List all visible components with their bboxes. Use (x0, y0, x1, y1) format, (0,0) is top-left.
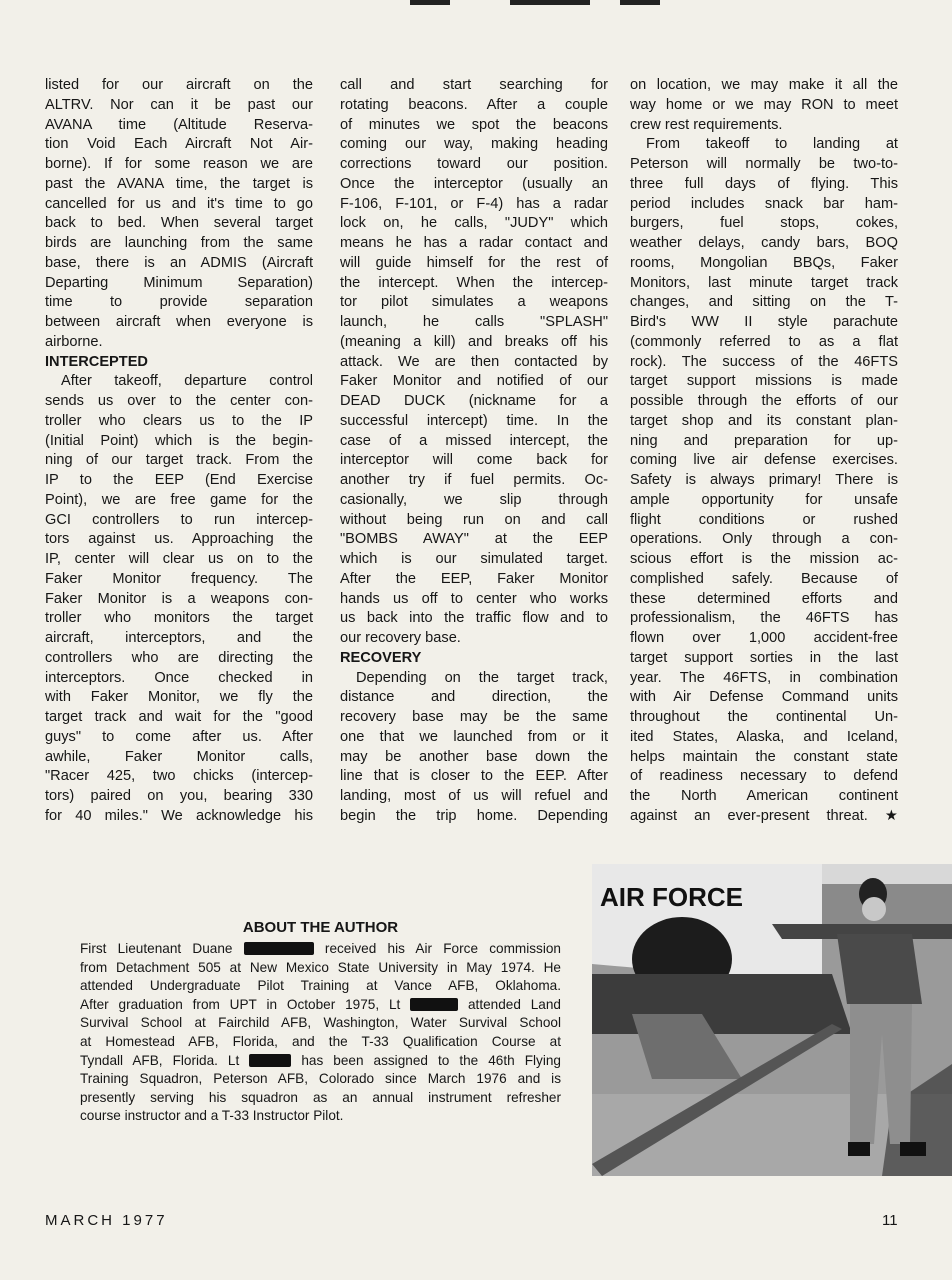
text-line: interceptor will come back for (340, 452, 608, 469)
text-line: From takeoff to landing at (646, 136, 898, 153)
text-line: Faker Monitor is a weapons con- (45, 590, 313, 607)
author-bio-text: received his Air Force commission (313, 941, 561, 956)
author-bio-line (80, 1107, 561, 1126)
text-line: casionally, we slip through (340, 491, 608, 508)
section-heading: RECOVERY (340, 649, 422, 666)
text-line: coming live air defense exercises. (630, 452, 898, 469)
air-force-lettering: AIR FORCE (600, 882, 743, 912)
text-line: AVANA time (Altitude Reserva- (45, 116, 313, 133)
text-line: case of a missed intercept, the (340, 432, 608, 449)
text-line: "BOMBS AWAY" at the EEP (340, 531, 608, 548)
text-line: IP to the EEP (End Exercise (45, 472, 313, 488)
author-bio-text: from Detachment 505 at New Mexico State University in May 1974. He (80, 959, 561, 975)
text-line: will guide himself for the rest of (340, 254, 608, 271)
text-line: the intercept. When the intercep- (340, 274, 608, 291)
text-line: cancelled for us and it's time to go (45, 195, 313, 212)
author-bio-line (80, 1052, 561, 1071)
text-line: throughout the continental Un- (630, 709, 898, 725)
pilot-with-aircraft-photo (592, 864, 952, 1176)
text-line: tors) paired on you, bearing 330 (45, 788, 313, 804)
article-column-2 (340, 76, 608, 827)
about-the-author (80, 918, 561, 1126)
text-line: past the AVANA time, the target is (45, 175, 313, 192)
text-line: tion Void Each Aircraft Not Air- (45, 136, 313, 153)
text-line: ning of our target track. From the (45, 452, 313, 469)
text-line: recovery base may be the same (340, 709, 608, 725)
text-line: GCI controllers to run intercep- (45, 511, 313, 528)
text-line: ALTRV. Nor can it be past our (45, 96, 313, 113)
text-line: controllers who are directing the (45, 649, 313, 666)
text-line: changes, and sitting on the T- (630, 294, 898, 311)
text-line: (Initial Point) which is the begin- (45, 432, 313, 449)
text-line: our recovery base. (340, 630, 461, 646)
text-line: corrections toward our position. (340, 156, 608, 172)
text-line: between aircraft when everyone is (45, 314, 313, 330)
text-line: (meaning a kill) and breaks off his (340, 333, 608, 350)
cropped-header-fragment (410, 0, 450, 5)
text-line: target shop and its constant plan- (630, 412, 898, 429)
author-bio-text: After graduation from UPT in October 1975, Lt (80, 996, 411, 1012)
text-line: interceptors. Once checked in (45, 669, 313, 686)
text-line: ample opportunity for unsafe (630, 491, 898, 508)
author-bio (80, 940, 561, 1126)
text-line: tors against us. Approaching the (45, 531, 313, 548)
text-line: one that we launched from or it (340, 728, 608, 745)
text-line: which is our simulated target. (340, 551, 608, 567)
text-line: IP, center will clear us on to the (45, 551, 313, 567)
author-bio-text: attended Land (458, 996, 561, 1012)
text-line: Departing Minimum Separation) (45, 274, 313, 291)
text-line: birds are launching from the same (45, 235, 313, 251)
text-line: Monitors, last minute target track (630, 274, 898, 291)
author-bio-text: at Homestead AFB, Florida, and the T-33 Qualification Course at (80, 1033, 561, 1049)
text-line: line that is closer to the EEP. After (340, 768, 608, 785)
text-line: ited States, Alaska, and Iceland, (630, 728, 898, 745)
text-line: without being run on and call (340, 511, 608, 528)
text-line: Faker Monitor and notified of our (340, 373, 608, 390)
text-line: rooms, Mongolian BBQs, Faker (630, 254, 898, 271)
text-line: Depending on the target track, (356, 669, 608, 686)
text-line: target track and wait for the "good (45, 709, 313, 725)
text-line: possible through the efforts of our (630, 393, 898, 409)
author-bio-text: First Lieutenant Duane (80, 941, 244, 956)
text-line: troller who clears us to the IP (45, 412, 313, 429)
author-bio-text: course instructor and a T-33 Instructor Pilot. (80, 1108, 344, 1124)
author-bio-text: presently serving his squadron as an annual instrument refresher (80, 1089, 561, 1105)
author-bio-line (80, 1089, 561, 1108)
author-bio-line (80, 959, 561, 978)
text-line: on location, we may make it all the (630, 77, 898, 93)
text-line: F-106, F-101, or F-4) has a radar (340, 195, 608, 212)
text-line: begin the trip home. Depending (340, 807, 608, 824)
redacted-surname (410, 998, 458, 1011)
author-bio-line (80, 1070, 561, 1089)
text-line: sends us over to the center con- (45, 393, 313, 409)
author-bio-text: Survival School at Fairchild AFB, Washington, Water Survival School (80, 1015, 561, 1031)
text-line: tor pilot simulates a weapons (340, 294, 608, 311)
text-line: may be another base down the (340, 748, 608, 765)
redacted-surname (249, 1054, 291, 1067)
author-bio-text: has been assigned to the 46th Flying (291, 1052, 561, 1068)
article-column-1 (45, 76, 313, 827)
author-bio-text: Tyndall AFB, Florida. Lt (80, 1052, 250, 1068)
text-line: year. The 46FTS, in combination (630, 669, 898, 686)
text-line: troller who monitors the target (45, 610, 313, 627)
text-line: three full days of flying. This (630, 175, 898, 192)
author-bio-line (80, 1014, 561, 1033)
cropped-header-fragment (620, 0, 660, 5)
text-line: landing, most of us will refuel and (340, 788, 608, 804)
text-line: way home or we may RON to meet (630, 96, 898, 113)
text-line: target support sorties in the last (630, 649, 898, 666)
text-line: rotating beacons. After a couple (340, 96, 608, 113)
text-line: of readiness necessary to defend (630, 768, 898, 785)
article-column-3 (630, 76, 898, 827)
text-line: burgers, fuel stops, cokes, (630, 215, 898, 232)
text-line: scious effort is the mission ac- (630, 551, 898, 567)
text-line: these determined efforts and (630, 590, 898, 607)
author-bio-text: attended Undergraduate Pilot Training at Vance AFB, Oklahoma. (80, 978, 561, 994)
text-line: lock on, he calls, "JUDY" which (340, 215, 608, 232)
text-line: with Faker Monitor, we fly the (45, 689, 313, 706)
text-line: launch, he calls "SPLASH" (340, 314, 608, 330)
section-heading: INTERCEPTED (45, 353, 148, 370)
text-line: Once the interceptor (usually an (340, 175, 608, 192)
text-line: "Racer 425, two chicks (intercep- (45, 768, 313, 785)
text-line: time to provide separation (45, 294, 313, 311)
text-line: another try if fuel permits. Oc- (340, 472, 608, 488)
author-bio-line (80, 977, 561, 996)
page-number: 11 (882, 1212, 898, 1229)
text-line: us back into the traffic flow and to (340, 610, 608, 627)
text-line: listed for our aircraft on the (45, 77, 313, 93)
text-line: Bird's WW II style parachute (630, 314, 898, 330)
text-line: call and start searching for (340, 77, 608, 93)
text-line: target support missions is made (630, 373, 898, 390)
author-photo (592, 864, 952, 1176)
author-heading: ABOUT THE AUTHOR (242, 919, 399, 936)
text-line: with Air Defense Command units (630, 689, 898, 706)
text-line: guys" to come after us. After (45, 728, 313, 745)
text-line: professionalism, the 46FTS has (630, 610, 898, 627)
text-line: Faker Monitor frequency. The (45, 570, 313, 587)
author-bio-line (80, 1033, 561, 1052)
author-bio-line (80, 940, 561, 959)
text-line: helps maintain the constant state (630, 748, 898, 765)
text-line: After takeoff, departure control (61, 373, 313, 390)
text-line: weather delays, candy bars, BOQ (630, 235, 898, 251)
text-line: airborne. (45, 333, 103, 350)
cropped-header-fragment (510, 0, 590, 5)
text-line: hands us off to center who works (340, 590, 608, 607)
author-bio-text: Training Squadron, Peterson AFB, Colorado since March 1976 and is (80, 1071, 561, 1087)
text-line: flight conditions or rushed (630, 511, 898, 528)
text-line: rock). The success of the 46FTS (630, 353, 898, 370)
text-line: coming our way, making heading (340, 136, 608, 153)
text-line: (commonly referred to as a flat (630, 333, 898, 350)
text-line: Point), we are free game for the (45, 491, 313, 508)
text-line: Peterson will normally be two-to- (630, 156, 898, 172)
text-line: DEAD DUCK (nickname for a (340, 393, 608, 409)
text-line: operations. Only through a con- (630, 531, 898, 548)
text-line: ning and preparation for up- (630, 432, 898, 449)
text-line: against an ever-present threat. ★ (630, 807, 898, 824)
redacted-surname (244, 942, 314, 955)
text-line: back to bed. When several target (45, 215, 313, 232)
text-line: period includes snack bar ham- (630, 195, 898, 212)
text-line: borne). If for some reason we are (45, 156, 313, 172)
text-line: means he has a radar contact and (340, 235, 608, 251)
text-line: of minutes we spot the beacons (340, 116, 608, 133)
text-line: flown over 1,000 accident-free (630, 630, 898, 646)
text-line: base, there is an ADMIS (Aircraft (45, 254, 313, 271)
text-line: for 40 miles." We acknowledge his (45, 807, 313, 824)
text-line: distance and direction, the (340, 689, 608, 706)
text-line: aircraft, interceptors, and the (45, 630, 313, 646)
text-line: crew rest requirements. (630, 116, 783, 133)
author-bio-line (80, 996, 561, 1015)
text-line: successful intercept) time. In the (340, 412, 608, 429)
text-line: attack. We are then contacted by (340, 353, 608, 370)
text-line: Safety is always primary! There is (630, 472, 898, 488)
text-line: the North American continent (630, 788, 898, 804)
issue-date: MARCH 1977 (45, 1212, 168, 1229)
text-line: awhile, Faker Monitor calls, (45, 748, 313, 765)
text-line: complished safely. Because of (630, 570, 898, 587)
text-line: After the EEP, Faker Monitor (340, 570, 608, 587)
